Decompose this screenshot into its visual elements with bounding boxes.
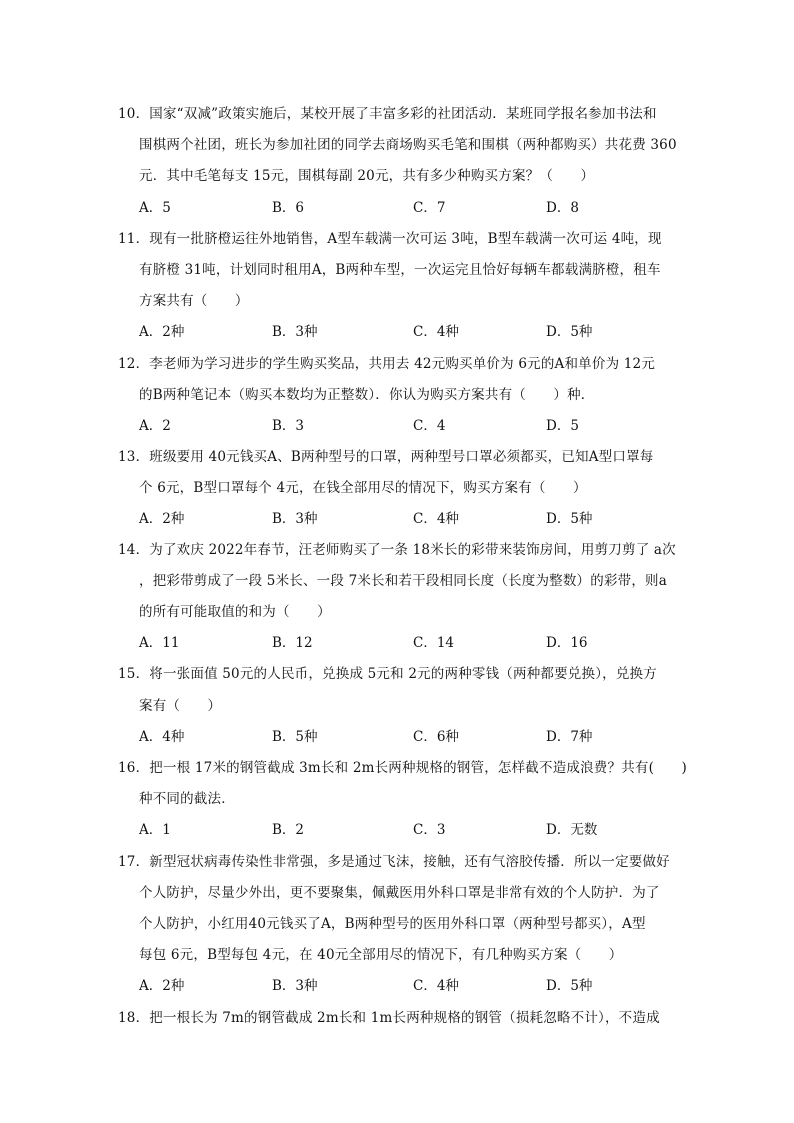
question-12-option-a: A．2 [139,418,171,434]
question-15-option-c: C．6种 [413,729,459,745]
question-15-line-2: 案有（ ） [139,698,222,714]
question-16-line-1: 16．把一根 17米的钢管截成 3m长和 2m长两种规格的钢管，怎样截不造成浪费？共有( ) [118,760,687,776]
question-12-option-d: D．5 [546,418,579,434]
question-17-line-4: 每包 6元，B型每包 4元，在 40元全部用尽的情况下，有几种购买方案（ ） [139,947,623,963]
question-17-line-2: 个人防护，尽量少外出，更不要聚集，佩戴医用外科口罩是非常有效的个人防护．为了 [139,885,660,901]
question-10-option-c: C．7 [413,200,446,216]
question-17-option-c: C．4种 [413,978,459,994]
question-12-option-b: B．3 [272,418,305,434]
question-18-line-1: 18．把一根长为 7m的钢管截成 2m长和 1m长两种规格的钢管（损耗忽略不计），不造成 [118,1010,660,1026]
question-17-line-1: 17．新型冠状病毒传染性非常强，多是通过飞沫，接触，还有气溶胶传播．所以一定要做好 [118,854,670,870]
question-16-option-b: B．2 [272,822,305,838]
question-13-line-1: 13．班级要用 40元钱买A、B两种型号的口罩，两种型号口罩必须都买，已知A型口罩每 [118,449,654,465]
question-13-option-d: D．5种 [546,511,593,527]
question-12-line-2: 的B两种笔记本（购买本数均为正整数）．你认为购买方案共有（ ）种． [139,387,595,403]
question-10-option-a: A．5 [139,200,171,216]
question-17-option-a: A．2种 [139,978,185,994]
question-10-line-2: 围棋两个社团，班长为参加社团的同学去商场购买毛笔和围棋（两种都购买）共花费 360 [139,137,677,153]
question-17-option-d: D．5种 [546,978,593,994]
question-14-line-3: 的所有可能取值的和为（ ） [139,604,331,620]
question-15-option-b: B．5种 [272,729,318,745]
question-10-line-1: 10．国家“双减”政策实施后，某校开展了丰富多彩的社团活动．某班同学报名参加书法和 [118,106,657,122]
question-11-option-b: B．3种 [272,324,318,340]
question-13-option-c: C．4种 [413,511,459,527]
question-14-line-1: 14．为了欢庆 2022年春节，汪老师购买了一条 18米长的彩带来装饰房间，用剪刀剪了 a次 [118,542,676,558]
question-16-line-2: 种不同的截法． [139,791,235,807]
question-16-option-c: C．3 [413,822,446,838]
question-10-option-b: B．6 [272,200,305,216]
question-15-option-d: D．7种 [546,729,593,745]
question-13-option-a: A．2种 [139,511,185,527]
question-11-line-3: 方案共有（ ） [139,293,249,309]
question-14-option-a: A．11 [139,635,180,651]
question-14-line-2: ，把彩带剪成了一段 5米长、一段 7米长和若干段相同长度（长度为整数）的彩带，则a [139,573,668,589]
question-14-option-d: D．16 [546,635,588,651]
question-15-line-1: 15．将一张面值 50元的人民币，兑换成 5元和 2元的两种零钱（两种都要兑换），兑换方 [118,666,657,682]
question-16-option-a: A．1 [139,822,171,838]
question-12-option-c: C．4 [413,418,446,434]
question-14-option-c: C．14 [413,635,455,651]
question-11-line-2: 有脐橙 31吨，计划同时租用A，B两种车型，一次运完且恰好每辆车都载满脐橙，租车 [139,262,661,278]
question-10-line-3: 元．其中毛笔每支 15元，围棋每副 20元，共有多少种购买方案？（ ） [139,168,595,184]
question-13-option-b: B．3种 [272,511,318,527]
question-16-option-d: D．无数 [546,822,598,838]
question-12-line-1: 12．李老师为学习进步的学生购买奖品，共用去 42元购买单价为 6元的A和单价为 12元 [118,356,656,372]
question-15-option-a: A．4种 [139,729,185,745]
question-14-option-b: B．12 [272,635,313,651]
question-11-line-1: 11．现有一批脐橙运往外地销售，A型车载满一次可运 3吨，B型车载满一次可运 4吨，现 [118,231,662,247]
question-11-option-a: A．2种 [139,324,185,340]
question-17-line-3: 个人防护，小红用40元钱买了A，B两种型号的医用外科口罩（两种型号都买），A型 [139,916,646,932]
question-10-option-d: D．8 [546,200,579,216]
question-13-line-2: 个 6元，B型口罩每个 4元，在钱全部用尽的情况下，购买方案有（ ） [139,480,587,496]
question-11-option-c: C．4种 [413,324,459,340]
question-11-option-d: D．5种 [546,324,593,340]
question-17-option-b: B．3种 [272,978,318,994]
